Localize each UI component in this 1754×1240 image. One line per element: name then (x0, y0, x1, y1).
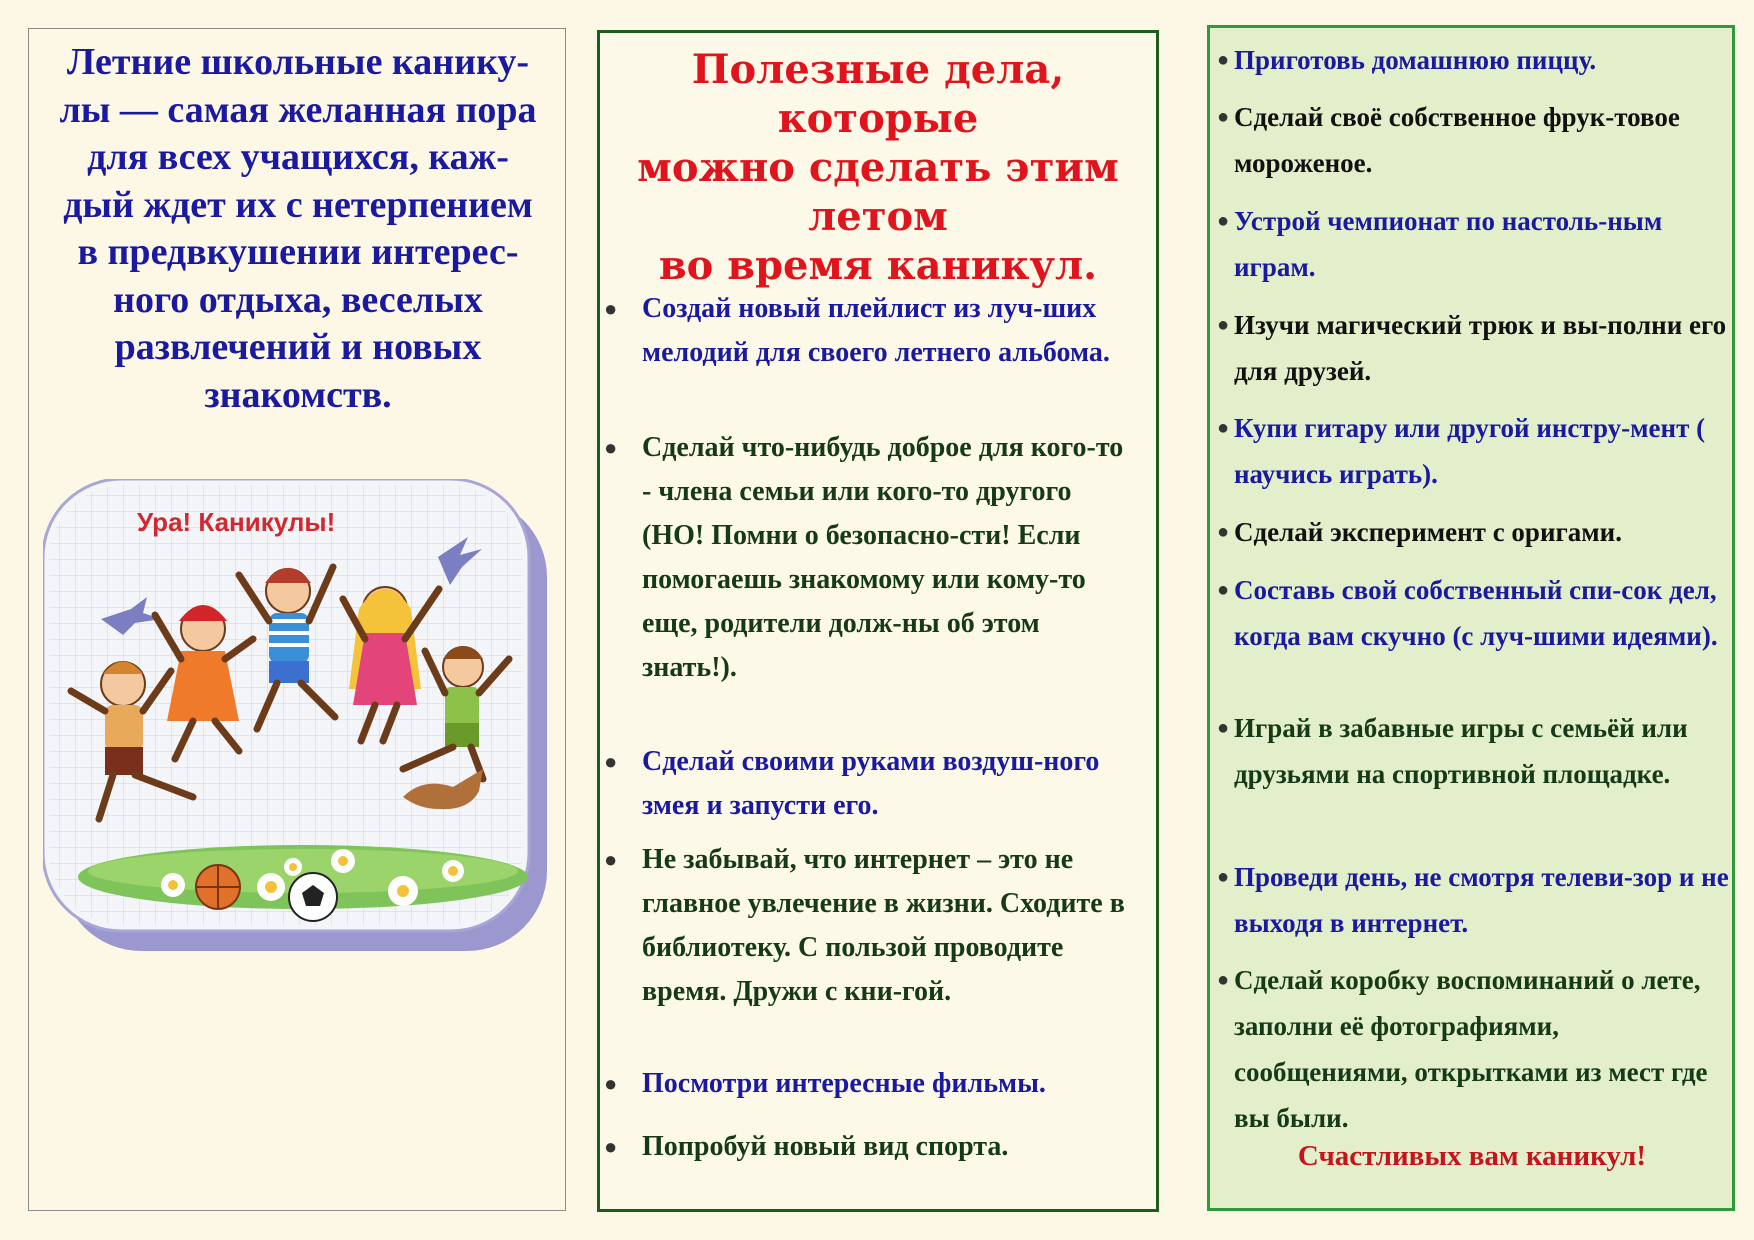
bullet-icon: ● (604, 1071, 618, 1096)
intro-panel (28, 28, 566, 1211)
soccer-ball (289, 873, 337, 921)
bullet-icon: ● (1217, 521, 1230, 543)
bullet-icon: ● (604, 749, 618, 774)
bullet-icon: ● (604, 435, 618, 460)
list-item: ● Сделай коробку воспоминаний о лете, заполни её фотографиями, сообщениями, открытками из мест где вы были. (1210, 957, 1734, 1141)
list-item: ● Играй в забавные игры с семьёй или друзьями на спортивной площадке. (1210, 705, 1734, 797)
bullet-icon: ● (1217, 49, 1230, 71)
bullet-icon: ● (604, 1134, 618, 1159)
bullet-icon: ● (1217, 417, 1230, 439)
bullet-icon: ● (1217, 314, 1230, 336)
list-item: ● Приготовь домашнюю пиццу. (1210, 37, 1734, 83)
bullet-icon: ● (1217, 106, 1230, 128)
intro-text: Летние школьные канику- лы — самая желанная пора для всех учащихся, каж- дый ждет их с нетерпением в предвкушении интерес- ного отдыха, веселых развлечений и новых знакомств. (59, 41, 537, 416)
bullet-icon: ● (604, 847, 618, 872)
more-activities-panel (1207, 25, 1735, 1211)
bullet-icon: ● (1217, 866, 1230, 888)
list-item: ● Создай новый плейлист из луч-ших мелодий для своего летнего альбома. (600, 287, 1140, 375)
bullet-icon: ● (1217, 717, 1230, 739)
list-item: ● Сделай своими руками воздуш-ного змея и запусти его. (600, 740, 1140, 828)
illustration-caption: Ура! Каникулы! (137, 507, 336, 537)
bullet-icon: ● (1217, 969, 1230, 991)
list-item: ● Проведи день, не смотря телеви-зор и не выходя в интернет. (1210, 854, 1734, 946)
useful-activities-panel (597, 30, 1159, 1212)
page-title: Полезные дела, которые можно сделать этим летом во время каникул. (637, 46, 1119, 289)
list-item: ● Составь свой собственный спи-сок дел, когда вам скучно (с луч-шими идеями). (1210, 567, 1734, 659)
list-item: ● Сделай своё собственное фрук-товое мороженое. (1210, 94, 1734, 186)
list-item: ● Изучи магический трюк и вы-полни его для друзей. (1210, 302, 1734, 394)
list-item: ● Купи гитару или другой инстру-мент ( научись играть). (1210, 405, 1734, 497)
closing-message: Счастливых вам каникул! (1297, 1140, 1647, 1172)
list-item: ● Не забывай, что интернет – это не главное увлечение в жизни. Сходите в библиотеку. С пользой проводите время. Дружи с кни-гой. (600, 838, 1140, 1014)
summer-kids-illustration (43, 479, 553, 961)
basketball (196, 865, 240, 909)
bullet-icon: ● (1217, 210, 1230, 232)
bullet-icon: ● (1217, 579, 1230, 601)
list-item: ● Попробуй новый вид спорта. (600, 1125, 1140, 1169)
list-item: ● Сделай что-нибудь доброе для кого-то - члена семьи или кого-то другого (НО! Помни о безопасно-сти! Если помогаешь знакомому или кому-то еще, родители долж-ны об этом знать!). (600, 426, 1140, 690)
bullet-icon: ● (604, 296, 618, 321)
list-item: ● Сделай эксперимент с оригами. (1210, 509, 1734, 555)
list-item: ● Устрой чемпионат по настоль-ным играм. (1210, 198, 1734, 290)
list-item: ● Посмотри интересные фильмы. (600, 1062, 1140, 1106)
